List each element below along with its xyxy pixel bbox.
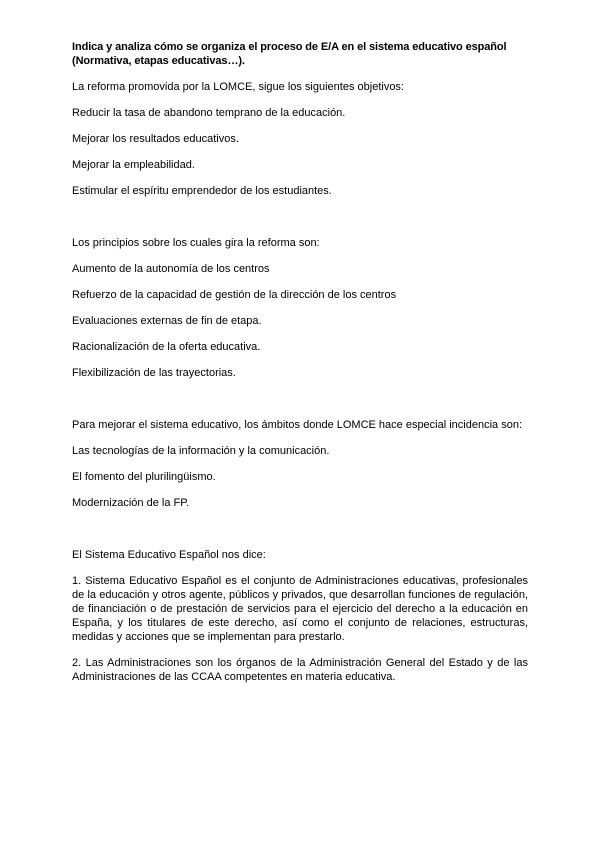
objective-item: Mejorar la empleabilidad. bbox=[72, 159, 195, 171]
principle-item: Flexibilización de las trayectorias. bbox=[72, 367, 236, 379]
focus-areas-intro: Para mejorar el sistema educativo, los ámbitos donde LOMCE hace especial incidencia son: bbox=[72, 419, 523, 431]
objective-item: Reducir la tasa de abandono temprano de la educación. bbox=[72, 107, 346, 119]
section-spacer bbox=[72, 392, 528, 418]
principle-item: Refuerzo de la capacidad de gestión de la dirección de los centros bbox=[72, 289, 397, 301]
principle-item: Racionalización de la oferta educativa. bbox=[72, 341, 261, 353]
education-system-paragraph: 2. Las Administraciones son los órganos de la Administración General del Estado y de las Administraciones de las CCAA competentes en materia educativa. bbox=[72, 657, 528, 683]
section-spacer bbox=[72, 522, 528, 548]
objectives-section bbox=[72, 80, 528, 198]
principles-section bbox=[72, 236, 528, 380]
principles-intro: Los principios sobre los cuales gira la reforma son: bbox=[72, 237, 320, 249]
education-system-intro: El Sistema Educativo Español nos dice: bbox=[72, 549, 266, 561]
document-body bbox=[72, 40, 528, 696]
objective-item: Estimular el espíritu emprendedor de los estudiantes. bbox=[72, 185, 332, 197]
objectives-intro: La reforma promovida por la LOMCE, sigue los siguientes objetivos: bbox=[72, 81, 404, 93]
focus-area-item: El fomento del plurilingüismo. bbox=[72, 471, 216, 483]
focus-area-item: Las tecnologías de la información y la comunicación. bbox=[72, 445, 330, 457]
principle-item: Evaluaciones externas de fin de etapa. bbox=[72, 315, 262, 327]
education-system-section bbox=[72, 548, 528, 684]
focus-area-item: Modernización de la FP. bbox=[72, 497, 190, 509]
section-spacer bbox=[72, 210, 528, 236]
focus-areas-section bbox=[72, 418, 528, 510]
education-system-paragraph: 1. Sistema Educativo Español es el conjunto de Administraciones educativas, profesionales de la educación y otros agente, públicos y privados, que desarrollan funciones de regulación, de financiación o de prestación de servicios para el ejercicio del derecho a la educación en España, y los titulares de este derecho, así como el conjunto de relaciones, estructuras, medidas y acciones que se implementan para prestarlo. bbox=[72, 575, 528, 643]
objective-item: Mejorar los resultados educativos. bbox=[72, 133, 239, 145]
principle-item: Aumento de la autonomía de los centros bbox=[72, 263, 270, 275]
document-heading: Indica y analiza cómo se organiza el proceso de E/A en el sistema educativo español (Normativa, etapas educativas…). bbox=[72, 41, 507, 67]
